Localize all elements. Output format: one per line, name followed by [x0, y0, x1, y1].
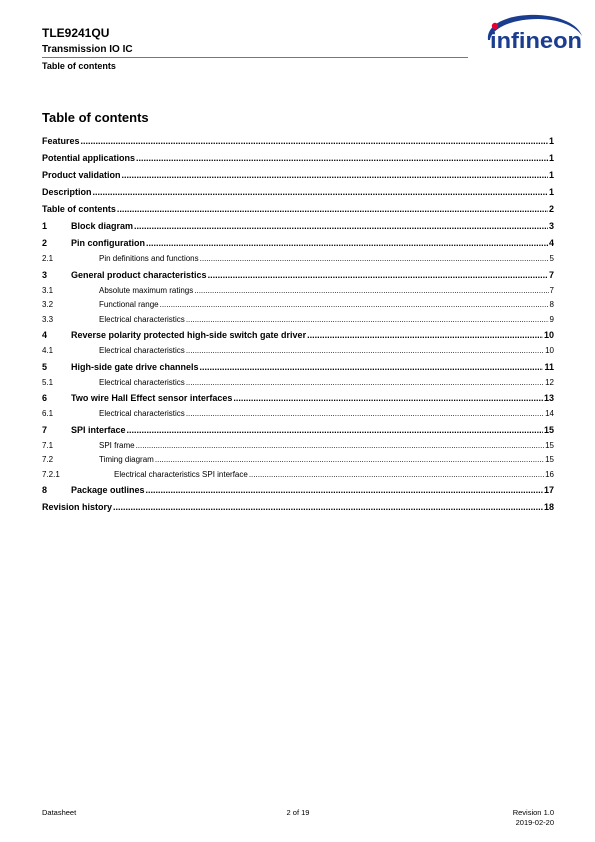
toc-entry-number: 8	[42, 485, 48, 495]
toc-entry[interactable]	[42, 150, 554, 167]
toc-entry-number: 3.3	[42, 314, 54, 324]
toc-dot-leader	[122, 167, 548, 184]
infineon-logo	[478, 10, 586, 60]
toc-entry-number: 6	[42, 393, 48, 403]
toc-entry-title: Pin definitions and functions	[99, 254, 199, 263]
toc-entry-page: 11	[544, 361, 554, 372]
toc-entry[interactable]	[42, 218, 554, 235]
toc-dot-leader	[127, 422, 543, 439]
toc-entry-page: 10	[543, 330, 554, 340]
toc-entry-number: 5.1	[42, 377, 54, 387]
toc-entry[interactable]	[42, 376, 554, 391]
page-header	[42, 26, 468, 72]
toc-entry-page: 1	[548, 136, 554, 146]
toc-entry[interactable]	[42, 453, 554, 468]
toc-entry-title: Electrical characteristics	[99, 409, 185, 418]
toc-entry[interactable]	[42, 468, 554, 483]
toc-entry-page: 2	[548, 204, 554, 214]
toc-entry-number: 6.1	[42, 409, 54, 418]
header-section-label: Table of contents	[42, 61, 116, 71]
toc-entry-number: 4	[42, 330, 48, 340]
toc-dot-leader	[186, 407, 544, 422]
toc-entry-number: 3.2	[42, 300, 54, 309]
toc-dot-leader	[136, 439, 545, 454]
toc-entry-number: 7.1	[42, 440, 54, 450]
footer-doc-type: Datasheet	[42, 808, 77, 817]
toc-entry[interactable]	[42, 359, 554, 376]
toc-entry-number: 2.1	[42, 254, 54, 263]
toc-entry[interactable]	[42, 167, 554, 184]
toc-entry[interactable]	[42, 235, 554, 252]
toc-entry[interactable]	[42, 313, 554, 328]
toc-entry-page: 8	[549, 300, 554, 309]
toc-entry-page: 10	[545, 346, 554, 355]
toc-entry-title: Absolute maximum ratings	[99, 285, 194, 295]
toc-entry-number: 4.1	[42, 346, 54, 355]
toc-entry-page: 12	[545, 377, 554, 387]
toc-entry-title: SPI frame	[99, 440, 135, 450]
toc-entry-title: Electrical characteristics	[99, 377, 185, 387]
toc-entry-page: 15	[545, 455, 554, 464]
toc-entry[interactable]	[42, 344, 554, 359]
toc-entry-title: Electrical characteristics	[99, 346, 185, 355]
toc-entry-page: 9	[549, 314, 554, 324]
toc-entry-number: 3.1	[42, 285, 54, 295]
toc-dot-leader	[186, 344, 544, 359]
toc-dot-leader	[160, 298, 549, 313]
toc-entry-page: 7	[549, 285, 554, 295]
toc-dot-leader	[307, 327, 543, 344]
table-of-contents	[42, 133, 554, 516]
toc-dot-leader	[249, 468, 544, 483]
toc-entry-number: 7.2	[42, 455, 54, 464]
toc-entry[interactable]	[42, 482, 554, 499]
toc-entry[interactable]	[42, 298, 554, 313]
toc-dot-leader	[81, 133, 548, 150]
toc-dot-leader	[208, 267, 548, 284]
toc-dot-leader	[134, 218, 548, 235]
logo-wordmark: infineon	[490, 28, 582, 53]
toc-dot-leader	[155, 453, 544, 468]
toc-entry-page: 14	[545, 409, 554, 418]
toc-entry[interactable]	[42, 201, 554, 218]
toc-entry-page: 7	[548, 269, 554, 280]
toc-entry[interactable]	[42, 284, 554, 299]
toc-entry-page: 1	[548, 187, 554, 197]
toc-dot-leader	[146, 482, 543, 499]
toc-entry-title: Two wire Hall Effect sensor interfaces	[71, 393, 233, 403]
toc-entry[interactable]	[42, 252, 554, 267]
toc-dot-leader	[146, 235, 548, 252]
product-name: TLE9241QU	[42, 26, 110, 40]
toc-entry-page: 16	[545, 469, 554, 479]
toc-entry[interactable]	[42, 499, 554, 516]
toc-dot-leader	[93, 184, 548, 201]
toc-entry[interactable]	[42, 390, 554, 407]
toc-entry-page: 15	[545, 440, 554, 450]
toc-entry-number: 7	[42, 424, 48, 435]
toc-entry-page: 5	[549, 254, 554, 263]
footer-page-number: 2 of 19	[286, 808, 310, 817]
footer-revision-block	[513, 808, 554, 828]
toc-entry-title: General product characteristics	[71, 269, 207, 280]
toc-heading: Table of contents	[42, 110, 149, 125]
toc-entry-number: 5	[42, 361, 48, 372]
toc-entry-title: Electrical characteristics	[99, 314, 185, 324]
toc-entry-page: 15	[543, 424, 554, 435]
toc-entry-title: Package outlines	[71, 485, 145, 495]
toc-entry-page: 13	[543, 393, 554, 403]
toc-entry[interactable]	[42, 327, 554, 344]
toc-entry[interactable]	[42, 407, 554, 422]
toc-entry-number: 3	[42, 269, 48, 280]
toc-dot-leader	[136, 150, 548, 167]
toc-entry[interactable]	[42, 184, 554, 201]
toc-entry-title: High-side gate drive channels	[71, 361, 199, 372]
toc-entry-number: 7.2.1	[42, 469, 60, 479]
toc-entry-page: 3	[548, 221, 554, 231]
toc-entry-title: Block diagram	[71, 221, 134, 231]
toc-dot-leader	[200, 359, 544, 376]
toc-entry[interactable]	[42, 439, 554, 454]
toc-dot-leader	[194, 284, 548, 299]
toc-entry[interactable]	[42, 133, 554, 150]
toc-dot-leader	[113, 499, 543, 516]
toc-entry-number: 1	[42, 221, 48, 231]
toc-entry-page: 1	[548, 170, 554, 180]
toc-entry-title: Electrical characteristics SPI interface	[114, 469, 248, 479]
toc-entry-title: Product validation	[42, 170, 121, 180]
toc-entry-title: Timing diagram	[99, 455, 154, 464]
toc-entry-title: Functional range	[99, 300, 159, 309]
toc-entry-page: 18	[543, 502, 554, 512]
toc-dot-leader	[186, 313, 549, 328]
toc-entry-title: Reverse polarity protected high-side switch gate driver	[71, 330, 307, 340]
toc-entry-title: Potential applications	[42, 153, 136, 163]
toc-dot-leader	[233, 390, 543, 407]
toc-dot-leader	[200, 252, 549, 267]
toc-entry-title: SPI interface	[71, 424, 126, 435]
toc-dot-leader	[117, 201, 548, 218]
footer-date: 2019-02-20	[515, 818, 554, 827]
toc-entry-page: 1	[548, 153, 554, 163]
toc-entry-number: 2	[42, 238, 48, 248]
toc-entry-page: 17	[543, 485, 554, 495]
toc-entry-page: 4	[548, 238, 554, 248]
toc-dot-leader	[186, 376, 544, 391]
product-subtitle: Transmission IO IC	[42, 44, 133, 55]
toc-entry-title: Table of contents	[42, 204, 116, 214]
toc-entry-title: Pin configuration	[71, 238, 145, 248]
toc-entry-title: Description	[42, 187, 92, 197]
footer-revision: Revision 1.0	[512, 808, 554, 817]
header-divider	[42, 57, 468, 58]
toc-entry[interactable]	[42, 267, 554, 284]
toc-entry-title: Revision history	[42, 502, 113, 512]
toc-entry[interactable]	[42, 422, 554, 439]
toc-entry-title: Features	[42, 136, 80, 146]
